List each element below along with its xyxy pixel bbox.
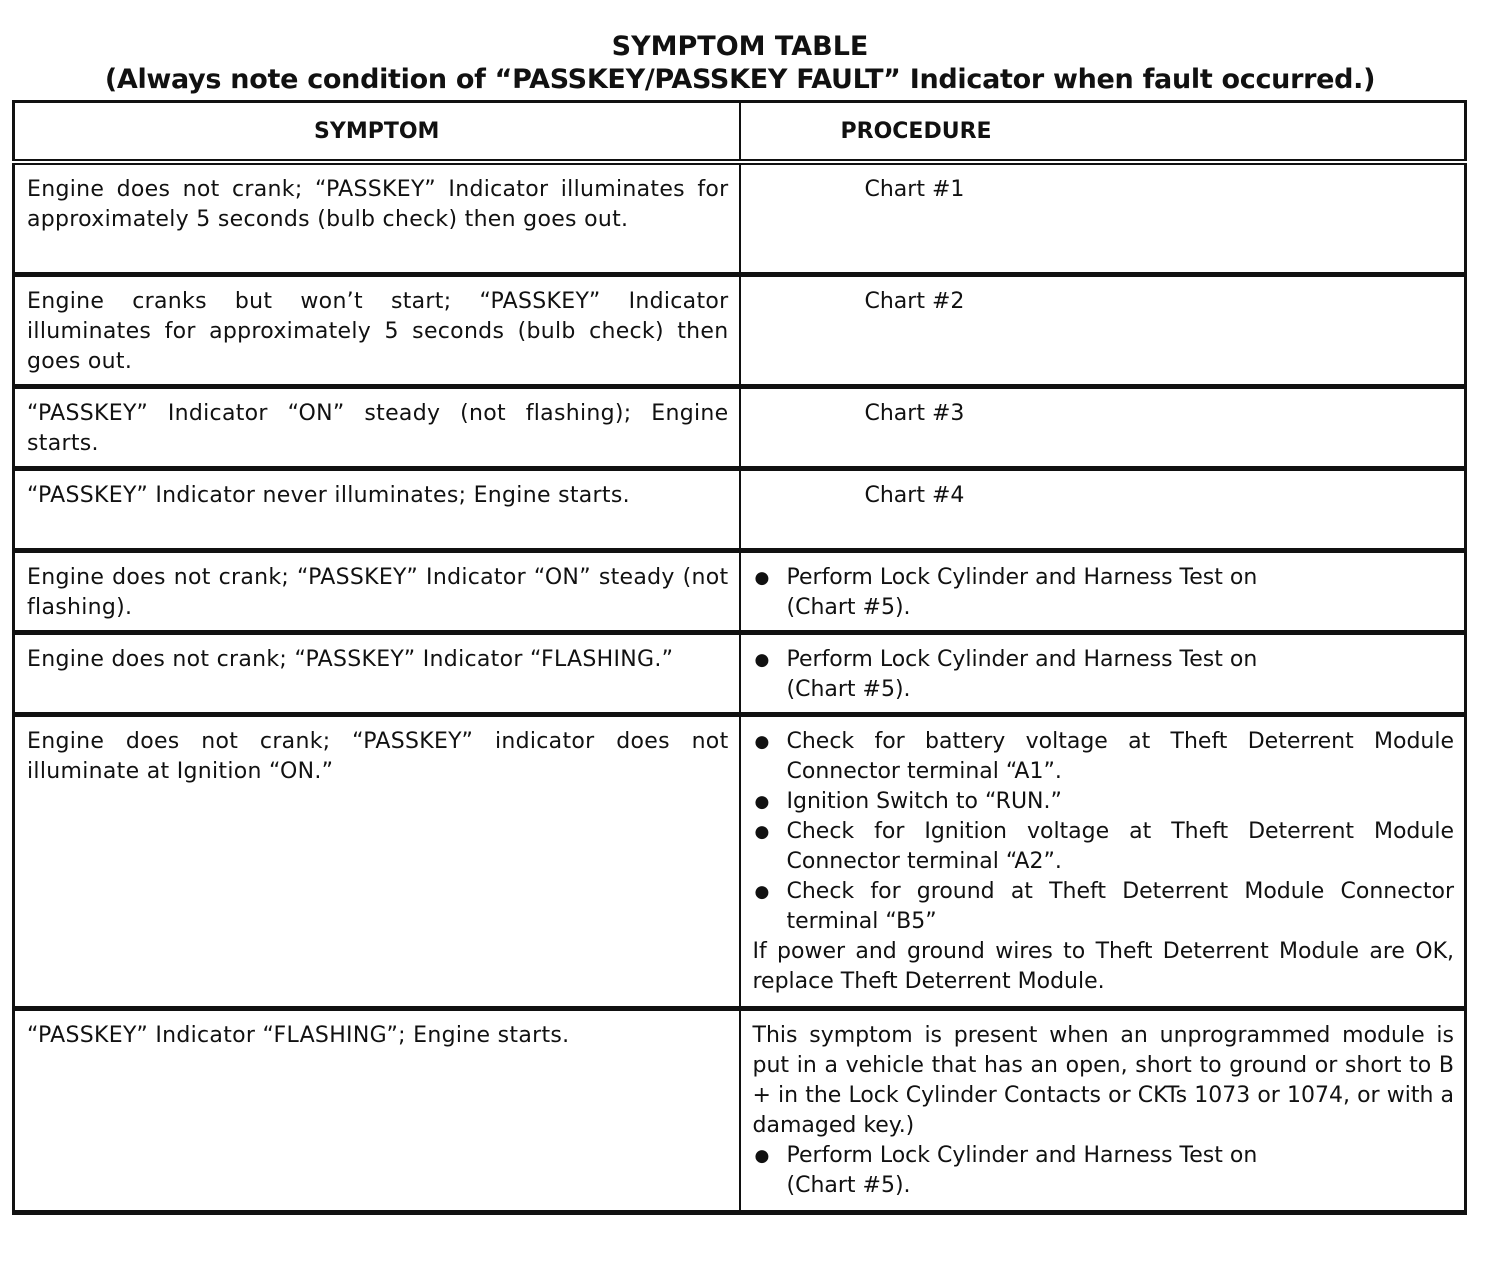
symptom-cell: “PASSKEY” Indicator “ON” steady (not flashing); Engine starts.	[14, 386, 740, 468]
procedure-list	[753, 563, 1455, 623]
page-heading	[0, 30, 1480, 96]
procedure-cell: Chart #4	[740, 468, 1466, 550]
chart-reference: (Chart #5).	[786, 1172, 911, 1198]
procedure-step-text: Perform Lock Cylinder and Harness Test on	[786, 564, 1258, 590]
procedure-cell	[740, 550, 1466, 632]
symptom-table	[12, 100, 1467, 1215]
page-title: SYMPTOM TABLE	[611, 31, 869, 62]
procedure-step: ● Check for Ignition voltage at Theft Deterrent Module Connector terminal “A2”.	[753, 817, 1455, 877]
procedure-note: This symptom is present when an unprogrammed module is put in a vehicle that has an open, short to ground or short to B + in the Lock Cylinder Contacts or CKTs 1073 or 1074, or with a damaged key.)	[752, 1022, 1454, 1138]
column-header-procedure: PROCEDURE	[740, 102, 1466, 163]
procedure-cell	[740, 714, 1466, 1008]
procedure-step-text: Perform Lock Cylinder and Harness Test on	[786, 646, 1258, 672]
symptom-cell: “PASSKEY” Indicator never illuminates; Engine starts.	[14, 468, 740, 550]
procedure-step	[753, 563, 1455, 623]
procedure-list	[753, 1141, 1455, 1201]
procedure-step-text: Perform Lock Cylinder and Harness Test on	[786, 1142, 1258, 1168]
symptom-cell: “PASSKEY” Indicator “FLASHING”; Engine starts.	[14, 1008, 740, 1212]
table-row	[14, 162, 1466, 274]
procedure-step	[753, 1141, 1455, 1201]
table-row	[14, 386, 1466, 468]
table-row	[14, 468, 1466, 550]
symptom-cell: Engine cranks but won’t start; “PASSKEY” Indicator illuminates for approximately 5 seconds (bulb check) then goes out.	[14, 274, 740, 386]
procedure-step: ● Ignition Switch to “RUN.”	[753, 787, 1455, 817]
procedure-step: ● Check for ground at Theft Deterrent Module Connector terminal “B5”	[753, 877, 1455, 937]
table-row	[14, 550, 1466, 632]
procedure-cell	[740, 632, 1466, 714]
procedure-list	[753, 645, 1455, 705]
table-row	[14, 714, 1466, 1008]
symptom-cell: Engine does not crank; “PASSKEY” Indicator “FLASHING.”	[14, 632, 740, 714]
procedure-cell	[740, 1008, 1466, 1212]
procedure-step	[753, 645, 1455, 705]
page-subtitle: (Always note condition of “PASSKEY/PASSKEY FAULT” Indicator when fault occurred.)	[104, 64, 1376, 95]
procedure-cell: Chart #1	[740, 162, 1466, 274]
procedure-note: If power and ground wires to Theft Deterrent Module are OK, replace Theft Deterrent Module.	[752, 938, 1454, 994]
symptom-cell: Engine does not crank; “PASSKEY” indicator does not illuminate at Ignition “ON.”	[14, 714, 740, 1008]
table-header-row	[14, 102, 1466, 163]
table-row	[14, 1008, 1466, 1212]
table-row	[14, 632, 1466, 714]
procedure-cell: Chart #2	[740, 274, 1466, 386]
table-row	[14, 274, 1466, 386]
symptom-cell: Engine does not crank; “PASSKEY” Indicator “ON” steady (not flashing).	[14, 550, 740, 632]
procedure-step: ● Check for battery voltage at Theft Deterrent Module Connector terminal “A1”.	[753, 727, 1455, 787]
column-header-symptom: SYMPTOM	[14, 102, 740, 163]
chart-reference: (Chart #5).	[786, 676, 911, 702]
chart-reference: (Chart #5).	[786, 594, 911, 620]
procedure-list	[753, 727, 1455, 937]
symptom-cell: Engine does not crank; “PASSKEY” Indicator illuminates for approximately 5 seconds (bulb check) then goes out.	[14, 162, 740, 274]
procedure-cell: Chart #3	[740, 386, 1466, 468]
